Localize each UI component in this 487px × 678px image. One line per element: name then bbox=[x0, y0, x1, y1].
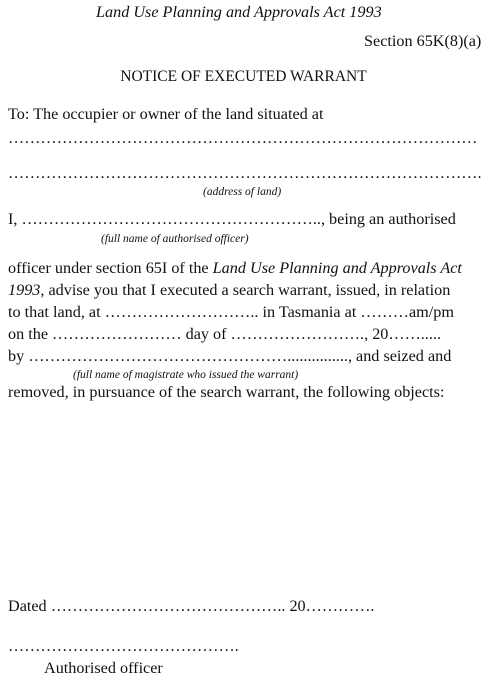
recipient-line: To: The occupier or owner of the land situated at bbox=[8, 105, 324, 123]
signature-line[interactable]: ……………………………………. bbox=[8, 637, 239, 655]
body-line-2-text: , advise you that I executed a search warrant, issued, in relation bbox=[40, 281, 451, 299]
magistrate-caption: (full name of magistrate who issued the warrant) bbox=[73, 369, 299, 381]
officer-name-line[interactable]: I, ……………………………………………….., being an authorised bbox=[8, 210, 456, 228]
address-field-1[interactable]: …………………………………………………………………………… bbox=[8, 129, 478, 147]
body-line-2 bbox=[8, 280, 450, 300]
act-title: Land Use Planning and Approvals Act 1993 bbox=[96, 3, 382, 21]
officer-name-caption: (full name of authorised officer) bbox=[101, 233, 249, 245]
magistrate-line[interactable]: by …………………………………………..............., and seized and bbox=[8, 347, 452, 365]
address-caption: (address of land) bbox=[203, 186, 282, 198]
body-line-1-text: officer under section 65I of the bbox=[8, 259, 213, 277]
signature-label: Authorised officer bbox=[44, 659, 163, 677]
objects-area[interactable] bbox=[8, 406, 478, 586]
notice-title: NOTICE OF EXECUTED WARRANT bbox=[120, 68, 367, 85]
dated-line[interactable]: Dated …………………………………….. 20…………. bbox=[8, 597, 375, 615]
section-reference: Section 65K(8)(a) bbox=[364, 32, 482, 50]
warrant-date-line[interactable]: on the …………………… day of ……………………., 20……..... bbox=[8, 325, 441, 343]
warrant-location-time-line[interactable]: to that land, at ……………………….. in Tasmania at ………am/pm bbox=[8, 303, 454, 321]
objects-intro-line: removed, in pursuance of the search warrant, the following objects: bbox=[8, 383, 445, 401]
act-year-italic: 1993 bbox=[8, 281, 41, 299]
act-name-italic: Land Use Planning and Approvals Act bbox=[212, 259, 462, 277]
body-line-1 bbox=[8, 258, 462, 278]
address-field-2[interactable]: ……………………………………………………………………………. bbox=[8, 164, 482, 182]
